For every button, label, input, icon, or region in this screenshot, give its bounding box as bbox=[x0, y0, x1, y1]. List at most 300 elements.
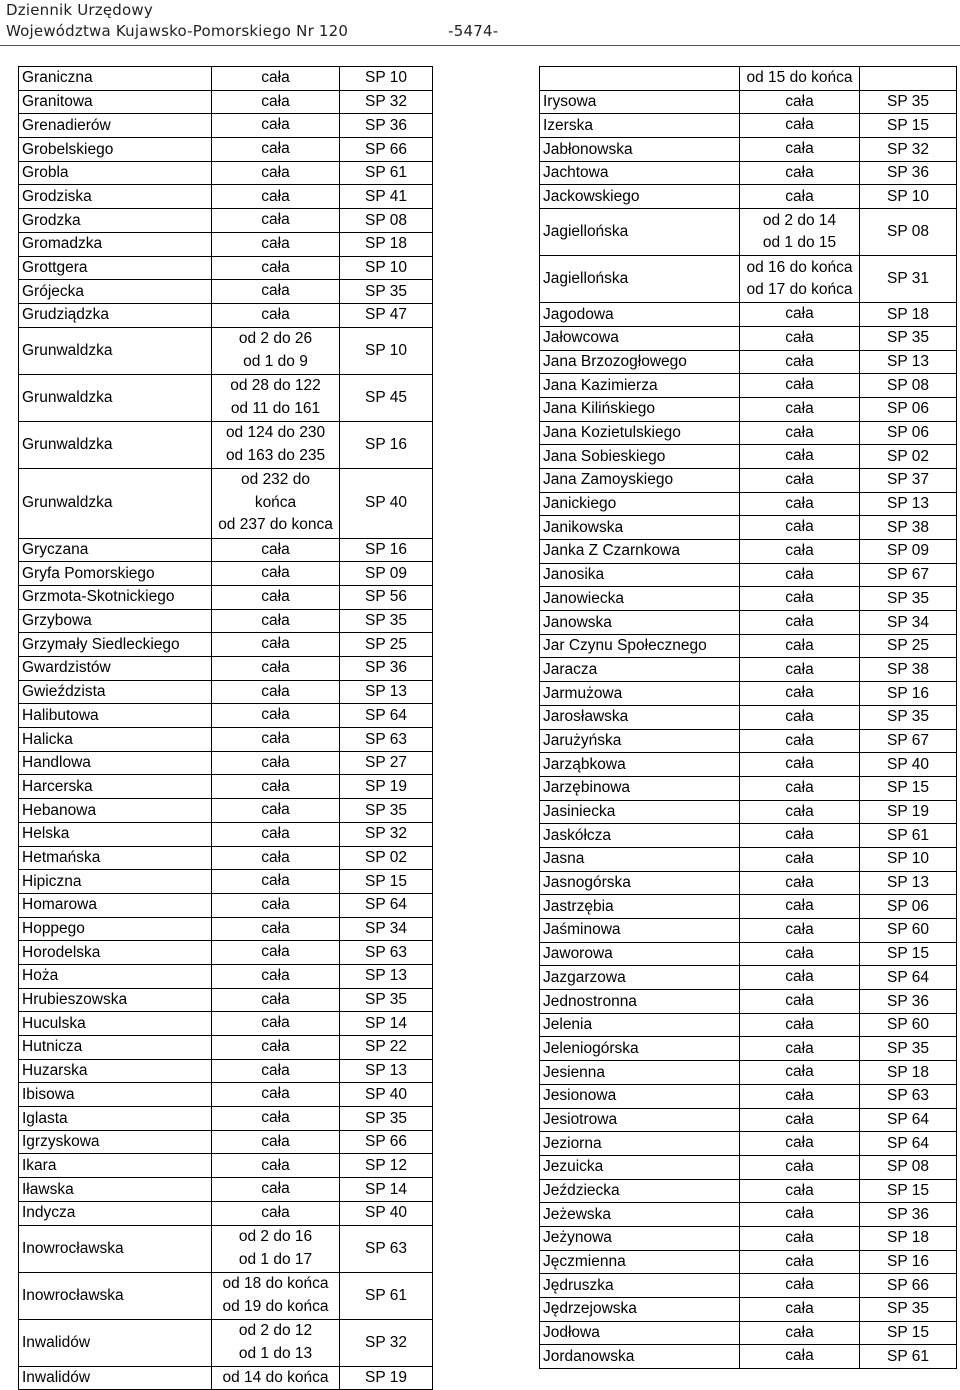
range-line: od 2 do 16 bbox=[238, 1228, 313, 1245]
range-line: cała bbox=[261, 990, 290, 1008]
house-number-range bbox=[212, 870, 340, 894]
street-name: Jezuicka bbox=[540, 1155, 740, 1179]
table-row bbox=[19, 609, 433, 633]
range-line: cała bbox=[261, 1132, 290, 1150]
street-name: Hetmańska bbox=[19, 846, 212, 870]
street-name: Hebanowa bbox=[19, 799, 212, 823]
house-number-range bbox=[212, 964, 340, 988]
table-row bbox=[19, 185, 433, 209]
street-name: Jana Kozietulskiego bbox=[540, 421, 740, 445]
range-line: cała bbox=[785, 187, 814, 205]
range-line: cała bbox=[261, 163, 290, 181]
school-code: SP 32 bbox=[340, 1319, 433, 1366]
range-line: cała bbox=[785, 1229, 814, 1247]
house-number-range bbox=[740, 895, 860, 919]
house-number-range bbox=[212, 138, 340, 162]
table-row bbox=[540, 516, 957, 540]
school-code: SP 64 bbox=[860, 1132, 957, 1156]
table-row bbox=[19, 1083, 433, 1107]
range-line: cała bbox=[261, 777, 290, 795]
house-number-range bbox=[212, 280, 340, 304]
house-number-range bbox=[212, 114, 340, 138]
range-line: cała bbox=[261, 967, 290, 985]
house-number-range bbox=[740, 919, 860, 943]
range-line: cała bbox=[261, 116, 290, 134]
range-line: cała bbox=[261, 895, 290, 913]
school-code: SP 18 bbox=[860, 303, 957, 327]
table-row bbox=[540, 634, 957, 658]
school-code: SP 60 bbox=[860, 919, 957, 943]
house-number-range bbox=[212, 822, 340, 846]
street-name: Izerska bbox=[540, 114, 740, 138]
school-code: SP 18 bbox=[340, 232, 433, 256]
school-code: SP 35 bbox=[340, 1107, 433, 1131]
range-line: cała bbox=[785, 944, 814, 962]
street-name: Grottgera bbox=[19, 256, 212, 280]
street-name: Janikowska bbox=[540, 516, 740, 540]
street-name: Inowrocławska bbox=[19, 1225, 212, 1272]
range-line: cała bbox=[785, 423, 814, 441]
house-number-range bbox=[212, 917, 340, 941]
street-name: Jagiellońska bbox=[540, 256, 740, 303]
house-number-range bbox=[212, 775, 340, 799]
school-code: SP 37 bbox=[860, 468, 957, 492]
school-code: SP 63 bbox=[340, 1225, 433, 1272]
table-row bbox=[19, 1201, 433, 1225]
street-name: Jana Zamoyskiego bbox=[540, 468, 740, 492]
school-code: SP 08 bbox=[340, 209, 433, 233]
school-code: SP 35 bbox=[860, 1298, 957, 1322]
range-line: cała bbox=[261, 824, 290, 842]
range-line: cała bbox=[261, 258, 290, 276]
range-line: cała bbox=[785, 1276, 814, 1294]
range-line: cała bbox=[785, 447, 814, 465]
table-row bbox=[19, 964, 433, 988]
school-code: SP 63 bbox=[340, 728, 433, 752]
street-name: Grunwaldzka bbox=[19, 374, 212, 421]
house-number-range bbox=[212, 1036, 340, 1060]
range-line: cała bbox=[785, 565, 814, 583]
table-row bbox=[19, 562, 433, 586]
table-row bbox=[19, 728, 433, 752]
range-line: cała bbox=[785, 163, 814, 181]
street-name: Hipiczna bbox=[19, 870, 212, 894]
street-name: Jarząbkowa bbox=[540, 753, 740, 777]
house-number-range bbox=[740, 326, 860, 350]
range-line: cała bbox=[261, 635, 290, 653]
house-number-range bbox=[740, 824, 860, 848]
range-line: cała bbox=[261, 187, 290, 205]
street-name: Igrzyskowa bbox=[19, 1130, 212, 1154]
school-code: SP 34 bbox=[860, 611, 957, 635]
street-name: Grodziska bbox=[19, 185, 212, 209]
table-row bbox=[540, 1226, 957, 1250]
range-line: cała bbox=[785, 1181, 814, 1199]
house-number-range bbox=[212, 421, 340, 468]
range-line: cała bbox=[785, 707, 814, 725]
house-number-range bbox=[740, 1203, 860, 1227]
street-name: Jasiniecka bbox=[540, 800, 740, 824]
house-number-range bbox=[740, 138, 860, 162]
range-line: od 18 do końca bbox=[222, 1275, 329, 1292]
range-line: cała bbox=[785, 328, 814, 346]
school-code: SP 02 bbox=[340, 846, 433, 870]
house-number-range bbox=[212, 988, 340, 1012]
school-code: SP 63 bbox=[340, 941, 433, 965]
range-line: cała bbox=[785, 518, 814, 536]
school-code: SP 16 bbox=[860, 682, 957, 706]
table-row bbox=[540, 540, 957, 564]
street-name: Jabłonowska bbox=[540, 138, 740, 162]
street-name: Halicka bbox=[19, 728, 212, 752]
school-code: SP 40 bbox=[340, 1083, 433, 1107]
house-number-range bbox=[212, 374, 340, 421]
school-code: SP 35 bbox=[860, 326, 957, 350]
range-line: cała bbox=[785, 850, 814, 868]
house-number-range bbox=[740, 1061, 860, 1085]
table-row bbox=[19, 1178, 433, 1202]
school-code: SP 18 bbox=[860, 1061, 957, 1085]
range-line: cała bbox=[785, 471, 814, 489]
table-row bbox=[540, 303, 957, 327]
school-code: SP 40 bbox=[340, 468, 433, 538]
range-line: od 11 do 161 bbox=[230, 399, 321, 417]
range-line: cała bbox=[785, 636, 814, 654]
street-name: Handlowa bbox=[19, 751, 212, 775]
street-name: Jagodowa bbox=[540, 303, 740, 327]
school-code: SP 15 bbox=[860, 1321, 957, 1345]
house-number-range bbox=[740, 114, 860, 138]
table-row bbox=[19, 1036, 433, 1060]
table-row bbox=[19, 585, 433, 609]
street-name: Jaskółcza bbox=[540, 824, 740, 848]
range-line: cała bbox=[261, 611, 290, 629]
school-code: SP 31 bbox=[860, 256, 957, 303]
table-row bbox=[540, 1084, 957, 1108]
street-name: Jar Czynu Społecznego bbox=[540, 634, 740, 658]
house-number-range bbox=[740, 658, 860, 682]
school-code: SP 36 bbox=[860, 1203, 957, 1227]
street-name: Jana Sobieskiego bbox=[540, 445, 740, 469]
table-row bbox=[19, 1272, 433, 1319]
table-row bbox=[19, 280, 433, 304]
table-row bbox=[19, 1059, 433, 1083]
range-line: cała bbox=[785, 352, 814, 370]
house-number-range bbox=[740, 611, 860, 635]
school-code: SP 61 bbox=[340, 161, 433, 185]
table-row bbox=[540, 161, 957, 185]
range-line: cała bbox=[261, 588, 290, 606]
page-number: -5474- bbox=[448, 22, 499, 40]
range-line: cała bbox=[785, 305, 814, 323]
range-line: od 2 do 26 bbox=[238, 330, 313, 348]
range-line: cała bbox=[261, 753, 290, 771]
left-street-table bbox=[18, 66, 433, 1390]
school-code: SP 35 bbox=[860, 90, 957, 114]
range-line: cała bbox=[785, 1323, 814, 1341]
street-name: Homarowa bbox=[19, 893, 212, 917]
table-row bbox=[540, 1298, 957, 1322]
table-row bbox=[540, 705, 957, 729]
range-line: cała bbox=[785, 399, 814, 417]
school-code: SP 10 bbox=[860, 847, 957, 871]
school-code: SP 10 bbox=[340, 256, 433, 280]
range-line: cała bbox=[261, 282, 290, 300]
school-code: SP 67 bbox=[860, 729, 957, 753]
table-row bbox=[19, 421, 433, 468]
range-line: od 1 do 13 bbox=[238, 1344, 313, 1362]
table-row bbox=[19, 657, 433, 681]
house-number-range bbox=[740, 1179, 860, 1203]
house-number-range bbox=[740, 705, 860, 729]
range-line: cała bbox=[785, 921, 814, 939]
range-line: cała bbox=[261, 1085, 290, 1103]
house-number-range bbox=[740, 90, 860, 114]
school-code: SP 02 bbox=[860, 445, 957, 469]
house-number-range bbox=[212, 185, 340, 209]
table-row bbox=[540, 114, 957, 138]
range-line: cała bbox=[785, 589, 814, 607]
school-code: SP 35 bbox=[340, 609, 433, 633]
table-row bbox=[540, 847, 957, 871]
house-number-range bbox=[740, 67, 860, 91]
school-code: SP 47 bbox=[340, 303, 433, 327]
school-code: SP 16 bbox=[340, 421, 433, 468]
house-number-range bbox=[212, 1107, 340, 1131]
house-number-range bbox=[212, 303, 340, 327]
school-code: SP 19 bbox=[340, 1366, 433, 1390]
house-number-range bbox=[212, 728, 340, 752]
range-line: cała bbox=[261, 1203, 290, 1221]
house-number-range bbox=[212, 256, 340, 280]
school-code: SP 13 bbox=[860, 871, 957, 895]
street-name: Jesienna bbox=[540, 1061, 740, 1085]
range-line: cała bbox=[261, 1156, 290, 1174]
house-number-range bbox=[740, 540, 860, 564]
house-number-range bbox=[212, 538, 340, 562]
range-line: cała bbox=[785, 1300, 814, 1318]
street-name: Gwieździsta bbox=[19, 680, 212, 704]
range-line: cała bbox=[785, 542, 814, 560]
table-row bbox=[19, 1107, 433, 1131]
school-code: SP 36 bbox=[860, 990, 957, 1014]
house-number-range bbox=[740, 445, 860, 469]
house-number-range bbox=[212, 1130, 340, 1154]
table-row bbox=[540, 753, 957, 777]
school-code: SP 35 bbox=[860, 705, 957, 729]
house-number-range bbox=[212, 1225, 340, 1272]
table-row bbox=[540, 895, 957, 919]
house-number-range bbox=[740, 1084, 860, 1108]
table-row bbox=[540, 990, 957, 1014]
school-code: SP 38 bbox=[860, 658, 957, 682]
house-number-range bbox=[740, 753, 860, 777]
range-line: cała bbox=[785, 1086, 814, 1104]
street-name: Jeżynowa bbox=[540, 1226, 740, 1250]
street-name: Horodelska bbox=[19, 941, 212, 965]
house-number-range bbox=[212, 327, 340, 374]
table-row bbox=[540, 185, 957, 209]
range-line: cała bbox=[785, 1347, 814, 1365]
right-street-table bbox=[539, 66, 957, 1369]
range-line: cała bbox=[261, 211, 290, 229]
house-number-range bbox=[740, 563, 860, 587]
table-row bbox=[540, 563, 957, 587]
table-row bbox=[540, 350, 957, 374]
school-code: SP 22 bbox=[340, 1036, 433, 1060]
school-code: SP 08 bbox=[860, 1155, 957, 1179]
street-name: Jeziorna bbox=[540, 1132, 740, 1156]
street-name: Jęczmienna bbox=[540, 1250, 740, 1274]
street-name: Inwalidów bbox=[19, 1319, 212, 1366]
table-row bbox=[19, 327, 433, 374]
table-row bbox=[19, 988, 433, 1012]
school-code: SP 64 bbox=[340, 893, 433, 917]
house-number-range bbox=[212, 585, 340, 609]
street-name: Jachtowa bbox=[540, 161, 740, 185]
street-name: Halibutowa bbox=[19, 704, 212, 728]
house-number-range bbox=[740, 1155, 860, 1179]
street-name: Janowska bbox=[540, 611, 740, 635]
table-row bbox=[540, 67, 957, 91]
school-code: SP 64 bbox=[860, 966, 957, 990]
house-number-range bbox=[740, 256, 860, 303]
range-line: cała bbox=[261, 919, 290, 937]
school-code: SP 15 bbox=[860, 942, 957, 966]
school-code: SP 35 bbox=[860, 587, 957, 611]
table-row bbox=[19, 232, 433, 256]
school-code: SP 25 bbox=[860, 634, 957, 658]
range-line: cała bbox=[261, 1038, 290, 1056]
range-line: od 237 do konca bbox=[218, 516, 333, 534]
school-code: SP 67 bbox=[860, 563, 957, 587]
house-number-range bbox=[212, 893, 340, 917]
house-number-range bbox=[740, 209, 860, 256]
street-name: Gwardzistów bbox=[19, 657, 212, 681]
range-line: cała bbox=[261, 140, 290, 158]
house-number-range bbox=[740, 1132, 860, 1156]
street-name: Jędruszka bbox=[540, 1274, 740, 1298]
table-row bbox=[19, 90, 433, 114]
house-number-range bbox=[740, 776, 860, 800]
street-name: Jelenia bbox=[540, 1013, 740, 1037]
table-row bbox=[540, 919, 957, 943]
range-line: cała bbox=[261, 1061, 290, 1079]
range-line: cała bbox=[785, 731, 814, 749]
table-row bbox=[540, 138, 957, 162]
range-line: od 17 do końca bbox=[746, 281, 853, 299]
range-line: cała bbox=[785, 1205, 814, 1223]
table-row bbox=[19, 256, 433, 280]
school-code: SP 61 bbox=[340, 1272, 433, 1319]
house-number-range bbox=[212, 161, 340, 185]
table-row bbox=[19, 799, 433, 823]
range-line: od 124 do 230 bbox=[225, 424, 326, 442]
street-name: Iławska bbox=[19, 1178, 212, 1202]
range-line: od 163 do 235 bbox=[225, 446, 326, 464]
table-row bbox=[540, 1108, 957, 1132]
street-name: Jasna bbox=[540, 847, 740, 871]
table-row bbox=[19, 303, 433, 327]
street-name: Jeżewska bbox=[540, 1203, 740, 1227]
street-name: Janosika bbox=[540, 563, 740, 587]
house-number-range bbox=[740, 587, 860, 611]
street-name: Grobelskiego bbox=[19, 138, 212, 162]
range-line: od 1 do 17 bbox=[238, 1250, 313, 1268]
range-line: od 1 do 9 bbox=[243, 352, 308, 370]
school-code: SP 15 bbox=[860, 1179, 957, 1203]
house-number-range bbox=[740, 682, 860, 706]
house-number-range bbox=[740, 1226, 860, 1250]
table-row bbox=[19, 633, 433, 657]
street-name: Gryczana bbox=[19, 538, 212, 562]
range-line: cała bbox=[785, 684, 814, 702]
table-row bbox=[540, 326, 957, 350]
table-row bbox=[540, 611, 957, 635]
street-name: Jordanowska bbox=[540, 1345, 740, 1369]
range-line: cała bbox=[785, 802, 814, 820]
house-number-range bbox=[740, 185, 860, 209]
school-code: SP 16 bbox=[340, 538, 433, 562]
table-row bbox=[19, 1154, 433, 1178]
range-line: cała bbox=[261, 730, 290, 748]
house-number-range bbox=[740, 847, 860, 871]
table-row bbox=[540, 209, 957, 256]
range-line: cała bbox=[785, 376, 814, 394]
house-number-range bbox=[740, 1321, 860, 1345]
house-number-range bbox=[212, 209, 340, 233]
house-number-range bbox=[212, 751, 340, 775]
street-name: Jodłowa bbox=[540, 1321, 740, 1345]
house-number-range bbox=[212, 468, 340, 538]
school-code: SP 41 bbox=[340, 185, 433, 209]
house-number-range bbox=[740, 397, 860, 421]
table-row bbox=[19, 893, 433, 917]
house-number-range bbox=[212, 1319, 340, 1366]
table-row bbox=[540, 942, 957, 966]
range-line: cała bbox=[785, 140, 814, 158]
house-number-range bbox=[740, 1345, 860, 1369]
school-code bbox=[860, 67, 957, 91]
street-name: Grunwaldzka bbox=[19, 327, 212, 374]
table-row bbox=[540, 374, 957, 398]
school-code: SP 56 bbox=[340, 585, 433, 609]
street-name: Grzybowa bbox=[19, 609, 212, 633]
school-code: SP 38 bbox=[860, 516, 957, 540]
street-name: Graniczna bbox=[19, 67, 212, 91]
school-code: SP 40 bbox=[860, 753, 957, 777]
table-row bbox=[19, 138, 433, 162]
house-number-range bbox=[212, 680, 340, 704]
school-code: SP 13 bbox=[340, 964, 433, 988]
range-line: cała bbox=[261, 234, 290, 252]
range-line: cała bbox=[785, 778, 814, 796]
range-line: cała bbox=[785, 1134, 814, 1152]
house-number-range bbox=[212, 633, 340, 657]
house-number-range bbox=[212, 1154, 340, 1178]
school-code: SP 10 bbox=[340, 327, 433, 374]
school-code: SP 36 bbox=[340, 657, 433, 681]
table-row bbox=[540, 1203, 957, 1227]
house-number-range bbox=[740, 990, 860, 1014]
table-row bbox=[19, 775, 433, 799]
street-name: Grunwaldzka bbox=[19, 468, 212, 538]
range-line: cała bbox=[261, 801, 290, 819]
range-line: cała bbox=[261, 1180, 290, 1198]
school-code: SP 10 bbox=[860, 185, 957, 209]
range-line: cała bbox=[261, 1014, 290, 1032]
range-line: cała bbox=[785, 494, 814, 512]
